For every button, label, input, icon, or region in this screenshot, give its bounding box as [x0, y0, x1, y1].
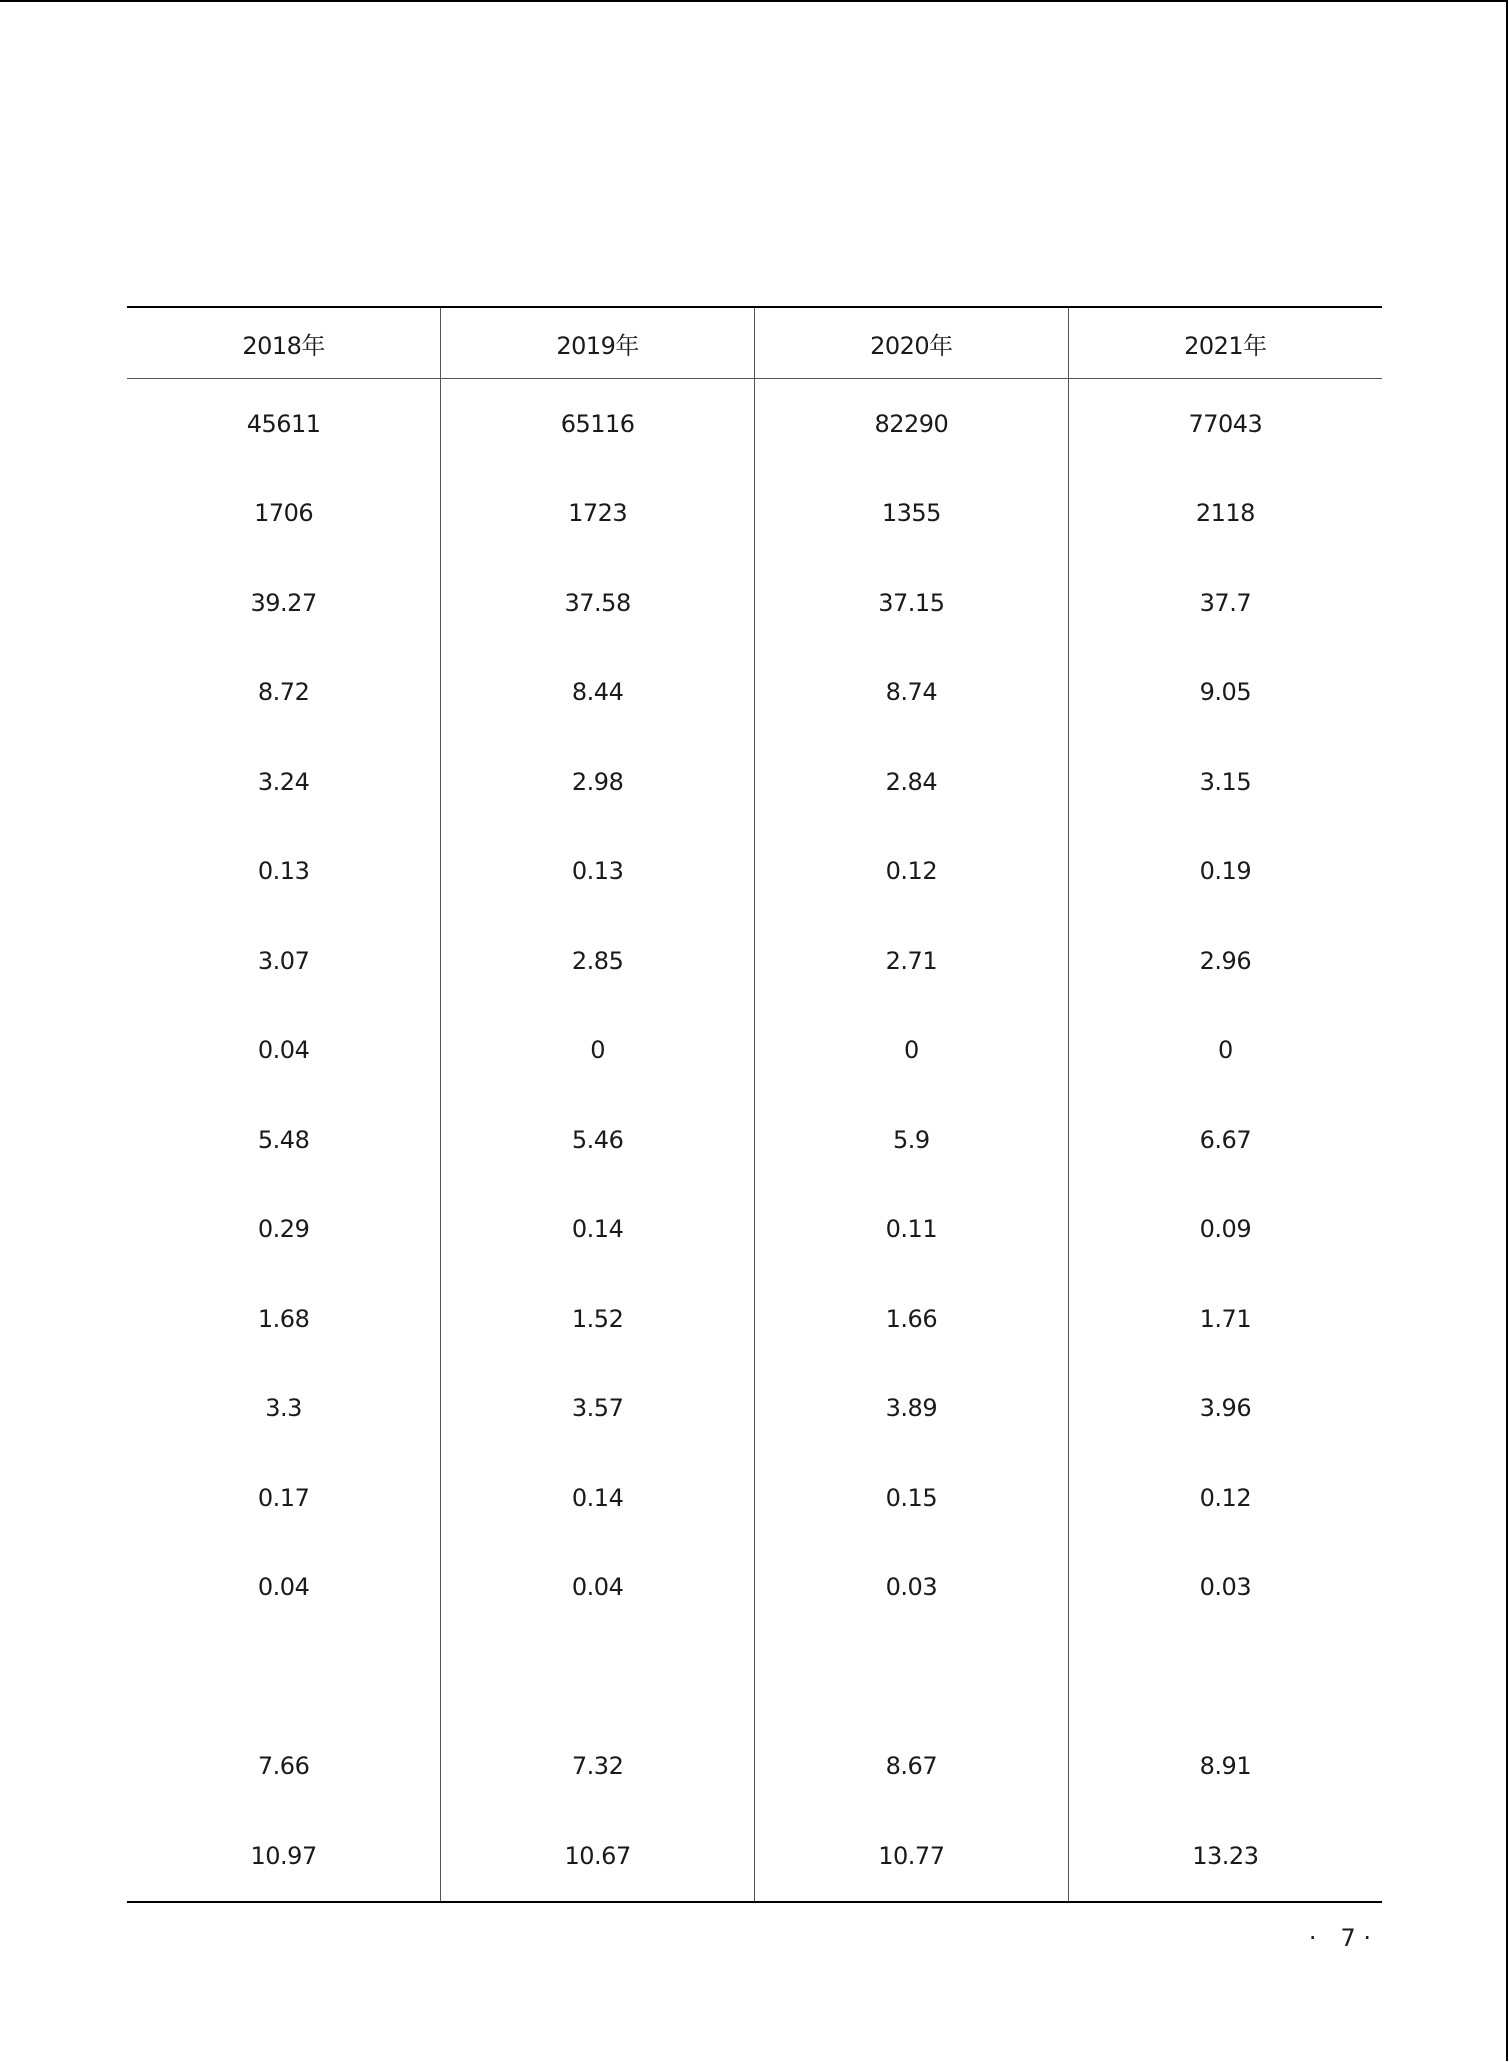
table-cell: 0.09	[1068, 1185, 1382, 1275]
table-cell: 2.85	[441, 916, 755, 1006]
table-row	[127, 1274, 1382, 1364]
table-cell: 0.03	[755, 1543, 1069, 1633]
column-header-2018: 2018年	[127, 307, 441, 379]
table-cell	[1068, 1632, 1382, 1722]
table-row	[127, 827, 1382, 917]
table-cell: 0.04	[441, 1543, 755, 1633]
column-header-2019: 2019年	[441, 307, 755, 379]
table-cell: 0	[755, 1006, 1069, 1096]
table-cell: 7.32	[441, 1722, 755, 1812]
table-cell: 7.66	[257, 1752, 310, 1781]
table-header	[127, 307, 1382, 379]
table-row	[127, 1185, 1382, 1275]
header-row	[127, 307, 1382, 379]
column-header-2020: 2020年	[755, 307, 1069, 379]
table-cell: 10.67	[441, 1811, 755, 1902]
table-cell: 0.13	[257, 857, 310, 886]
table-cell: 0.03	[1068, 1543, 1382, 1633]
table-cell: 0.11	[755, 1185, 1069, 1275]
table-cell: 65116	[441, 379, 755, 469]
table-cell: 2.98	[441, 737, 755, 827]
table-cell: 1.71	[1068, 1274, 1382, 1364]
table-cell: 3.3	[265, 1394, 302, 1423]
table-cell: 0.14	[441, 1185, 755, 1275]
table-row	[127, 469, 1382, 559]
table-row	[127, 916, 1382, 1006]
table-row	[127, 1006, 1382, 1096]
table-cell: 0.04	[257, 1573, 310, 1602]
table-cell: 3.07	[257, 946, 310, 975]
table-row	[127, 1811, 1382, 1902]
table-cell: 3.24	[257, 767, 310, 796]
table-cell: 3.96	[1068, 1364, 1382, 1454]
table-cell: 1706	[254, 499, 314, 528]
table-cell: 3.57	[441, 1364, 755, 1454]
table-cell: 1.68	[257, 1304, 310, 1333]
table-cell: 0.15	[755, 1453, 1069, 1543]
table-cell: 37.15	[755, 558, 1069, 648]
table-row	[127, 1543, 1382, 1633]
table-cell: 0.04	[257, 1036, 310, 1065]
table-cell: 8.91	[1068, 1722, 1382, 1812]
table-cell: 10.77	[755, 1811, 1069, 1902]
table-cell: 1355	[755, 469, 1069, 559]
table-cell: 0.12	[1068, 1453, 1382, 1543]
table-row-empty	[127, 1632, 1382, 1722]
table-cell: 1.52	[441, 1274, 755, 1364]
table-row	[127, 1095, 1382, 1185]
table-cell: 2.84	[755, 737, 1069, 827]
table-cell: 9.05	[1068, 648, 1382, 738]
table-cell: 82290	[755, 379, 1069, 469]
table-row	[127, 737, 1382, 827]
table-row	[127, 558, 1382, 648]
table-cell	[755, 1632, 1069, 1722]
table-cell: 0	[1068, 1006, 1382, 1096]
table-cell: 5.46	[441, 1095, 755, 1185]
table-cell: 5.9	[755, 1095, 1069, 1185]
table-row	[127, 379, 1382, 469]
table-cell: 37.58	[441, 558, 755, 648]
table-cell	[441, 1632, 755, 1722]
table-cell: 8.74	[755, 648, 1069, 738]
table-cell: 0.19	[1068, 827, 1382, 917]
column-header-2021: 2021年	[1068, 307, 1382, 379]
table-cell: 13.23	[1068, 1811, 1382, 1902]
table-cell: 6.67	[1068, 1095, 1382, 1185]
table-cell: 0.17	[257, 1483, 310, 1512]
table-row	[127, 1722, 1382, 1812]
table-body	[127, 379, 1382, 1902]
table-cell: 8.44	[441, 648, 755, 738]
table-cell: 3.89	[755, 1364, 1069, 1454]
page-number: · 7 ·	[1308, 1924, 1371, 1952]
table-cell: 0	[441, 1006, 755, 1096]
table-cell: 3.15	[1068, 737, 1382, 827]
data-table	[127, 306, 1382, 1903]
table-cell: 0.12	[755, 827, 1069, 917]
table-cell: 0.14	[441, 1453, 755, 1543]
table-cell: 5.48	[257, 1125, 310, 1154]
table-cell	[127, 1632, 441, 1722]
table-cell: 10.97	[127, 1811, 441, 1902]
table-cell: 2118	[1068, 469, 1382, 559]
table-row	[127, 1364, 1382, 1454]
table-cell: 37.7	[1068, 558, 1382, 648]
table-cell: 0.13	[441, 827, 755, 917]
table-cell: 0.29	[257, 1215, 310, 1244]
table-cell: 77043	[1068, 379, 1382, 469]
table-cell: 1.66	[755, 1274, 1069, 1364]
table-cell: 8.67	[755, 1722, 1069, 1812]
table-row	[127, 1453, 1382, 1543]
table-cell: 8.72	[257, 678, 310, 707]
table-cell: 2.96	[1068, 916, 1382, 1006]
table-cell: 2.71	[755, 916, 1069, 1006]
table-cell: 45611	[246, 409, 321, 438]
table-row	[127, 648, 1382, 738]
table-cell: 1723	[441, 469, 755, 559]
table-cell: 39.27	[250, 588, 317, 617]
